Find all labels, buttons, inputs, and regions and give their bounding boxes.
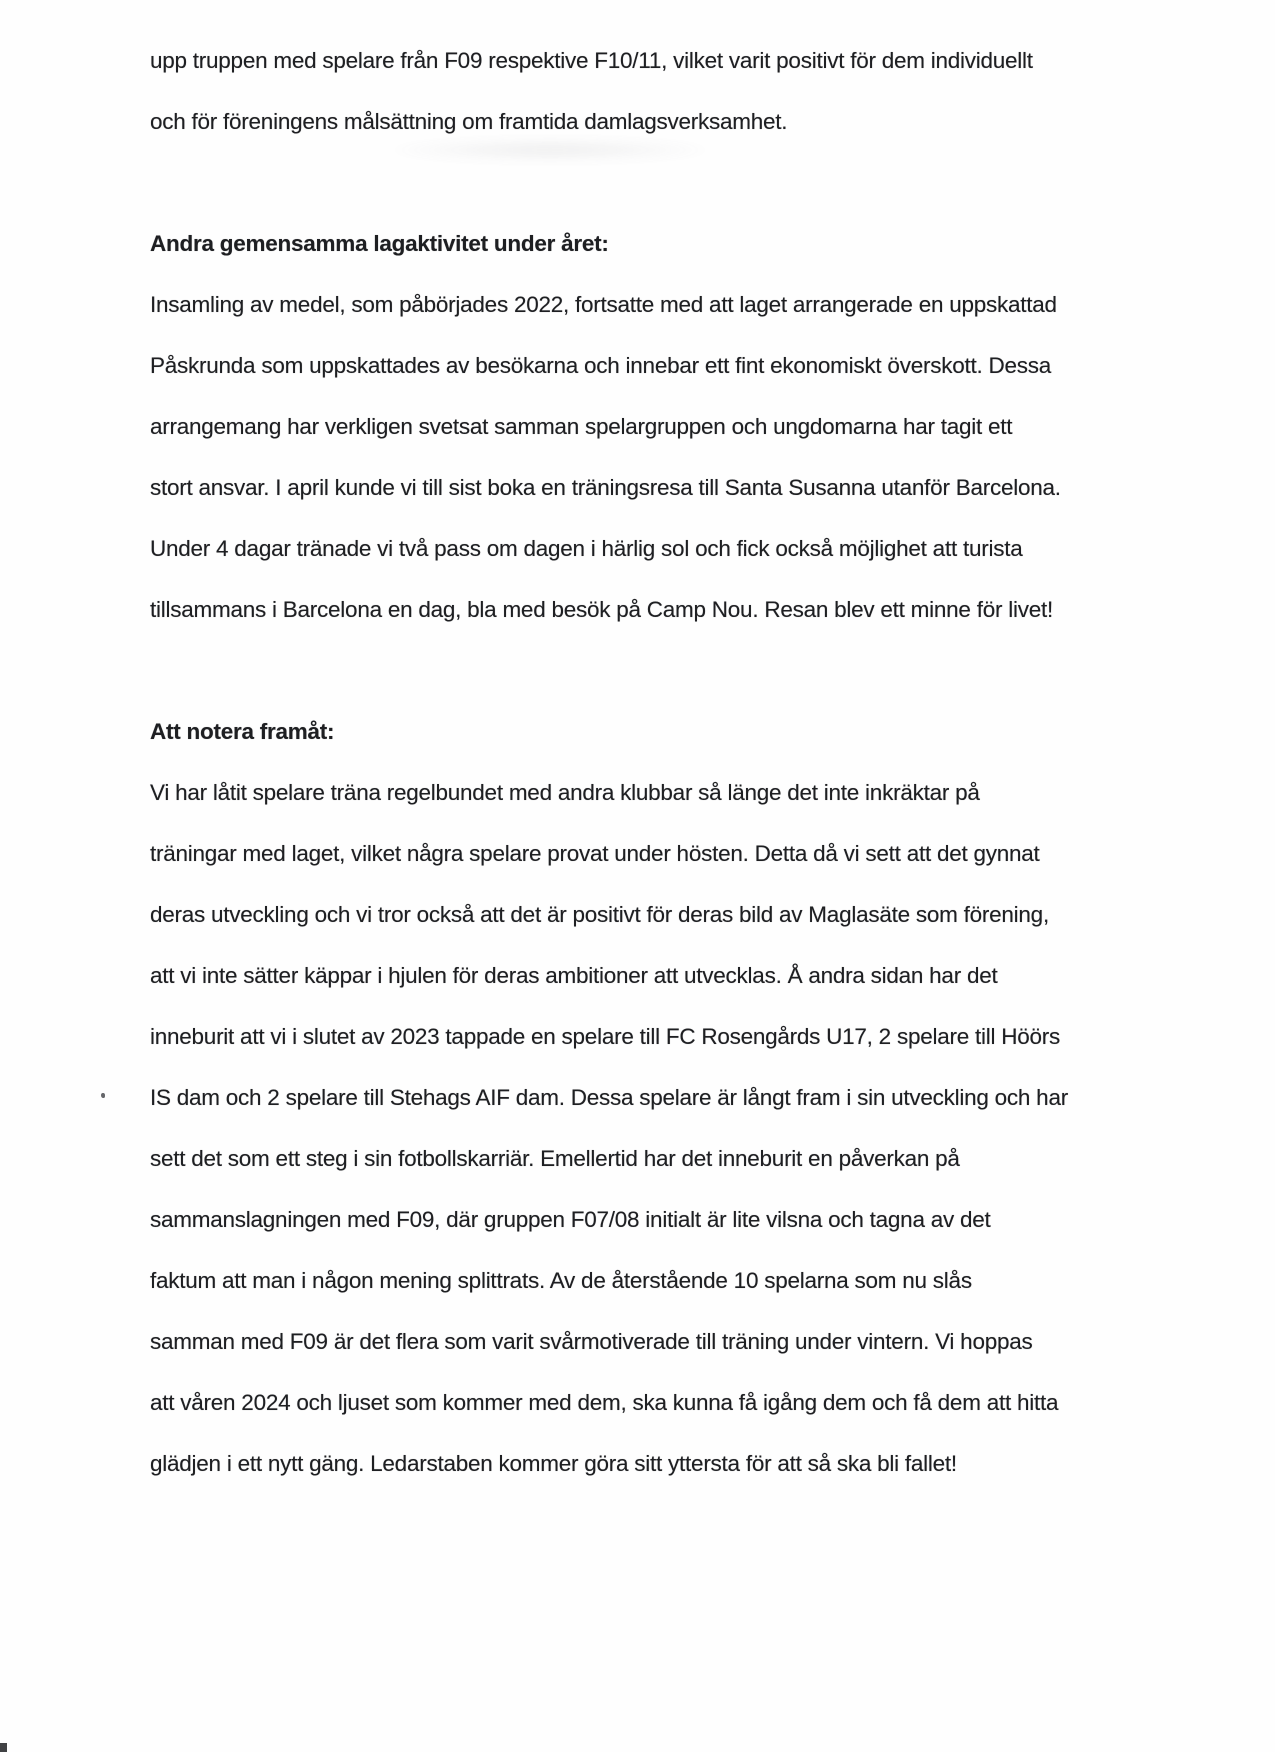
text-line: sammanslagningen med F09, där gruppen F07/08 initialt är lite vilsna och tagna av det [150, 1207, 991, 1232]
scan-corner-mark [0, 1743, 7, 1752]
scan-speck [101, 1093, 105, 1098]
text-line: Påskrunda som uppskattades av besökarna och innebar ett fint ekonomiskt överskott. Dessa [150, 353, 1051, 378]
text-line: att vi inte sätter käppar i hjulen för deras ambitioner att utvecklas. Å andra sidan har det [150, 963, 998, 988]
section-heading: Att notera framåt: [150, 719, 335, 744]
text-line: glädjen i ett nytt gäng. Ledarstaben kommer göra sitt yttersta för att så ska bli fallet! [150, 1451, 957, 1476]
text-line: tillsammans i Barcelona en dag, bla med besök på Camp Nou. Resan blev ett minne för livet! [150, 597, 1053, 622]
text-line: att våren 2024 och ljuset som kommer med dem, ska kunna få igång dem och få dem att hitta [150, 1390, 1059, 1415]
text-line: upp truppen med spelare från F09 respektive F10/11, vilket varit positivt för dem individuellt [150, 48, 1033, 73]
text-line: Vi har låtit spelare träna regelbundet med andra klubbar så länge det inte inkräktar på [150, 780, 980, 805]
text-line: träningar med laget, vilket några spelare provat under hösten. Detta då vi sett att det gynnat [150, 841, 1040, 866]
text-line: samman med F09 är det flera som varit svårmotiverade till träning under vintern. Vi hoppas [150, 1329, 1033, 1354]
section-heading: Andra gemensamma lagaktivitet under året: [150, 231, 609, 256]
text-line: faktum att man i någon mening splittrats. Av de återstående 10 spelarna som nu slås [150, 1268, 972, 1293]
text-line: stort ansvar. I april kunde vi till sist boka en träningsresa till Santa Susanna utanför Barcelona. [150, 475, 1061, 500]
text-line: Under 4 dagar tränade vi två pass om dagen i härlig sol och fick också möjlighet att turista [150, 536, 1023, 561]
body-text [150, 30, 1160, 1494]
text-line: deras utveckling och vi tror också att det är positivt för deras bild av Maglasäte som förening, [150, 902, 1049, 927]
text-line: och för föreningens målsättning om framtida damlagsverksamhet. [150, 109, 788, 134]
text-line: Insamling av medel, som påbörjades 2022, fortsatte med att laget arrangerade en uppskattad [150, 292, 1057, 317]
text-line: IS dam och 2 spelare till Stehags AIF dam. Dessa spelare är långt fram i sin utveckling och har [150, 1085, 1068, 1110]
text-line: arrangemang har verkligen svetsat samman spelargruppen och ungdomarna har tagit ett [150, 414, 1013, 439]
text-line: inneburit att vi i slutet av 2023 tappade en spelare till FC Rosengårds U17, 2 spelare till Höörs [150, 1024, 1061, 1049]
text-line: sett det som ett steg i sin fotbollskarriär. Emellertid har det inneburit en påverkan på [150, 1146, 960, 1171]
blank-line [150, 640, 1160, 701]
blank-line [150, 152, 1160, 213]
